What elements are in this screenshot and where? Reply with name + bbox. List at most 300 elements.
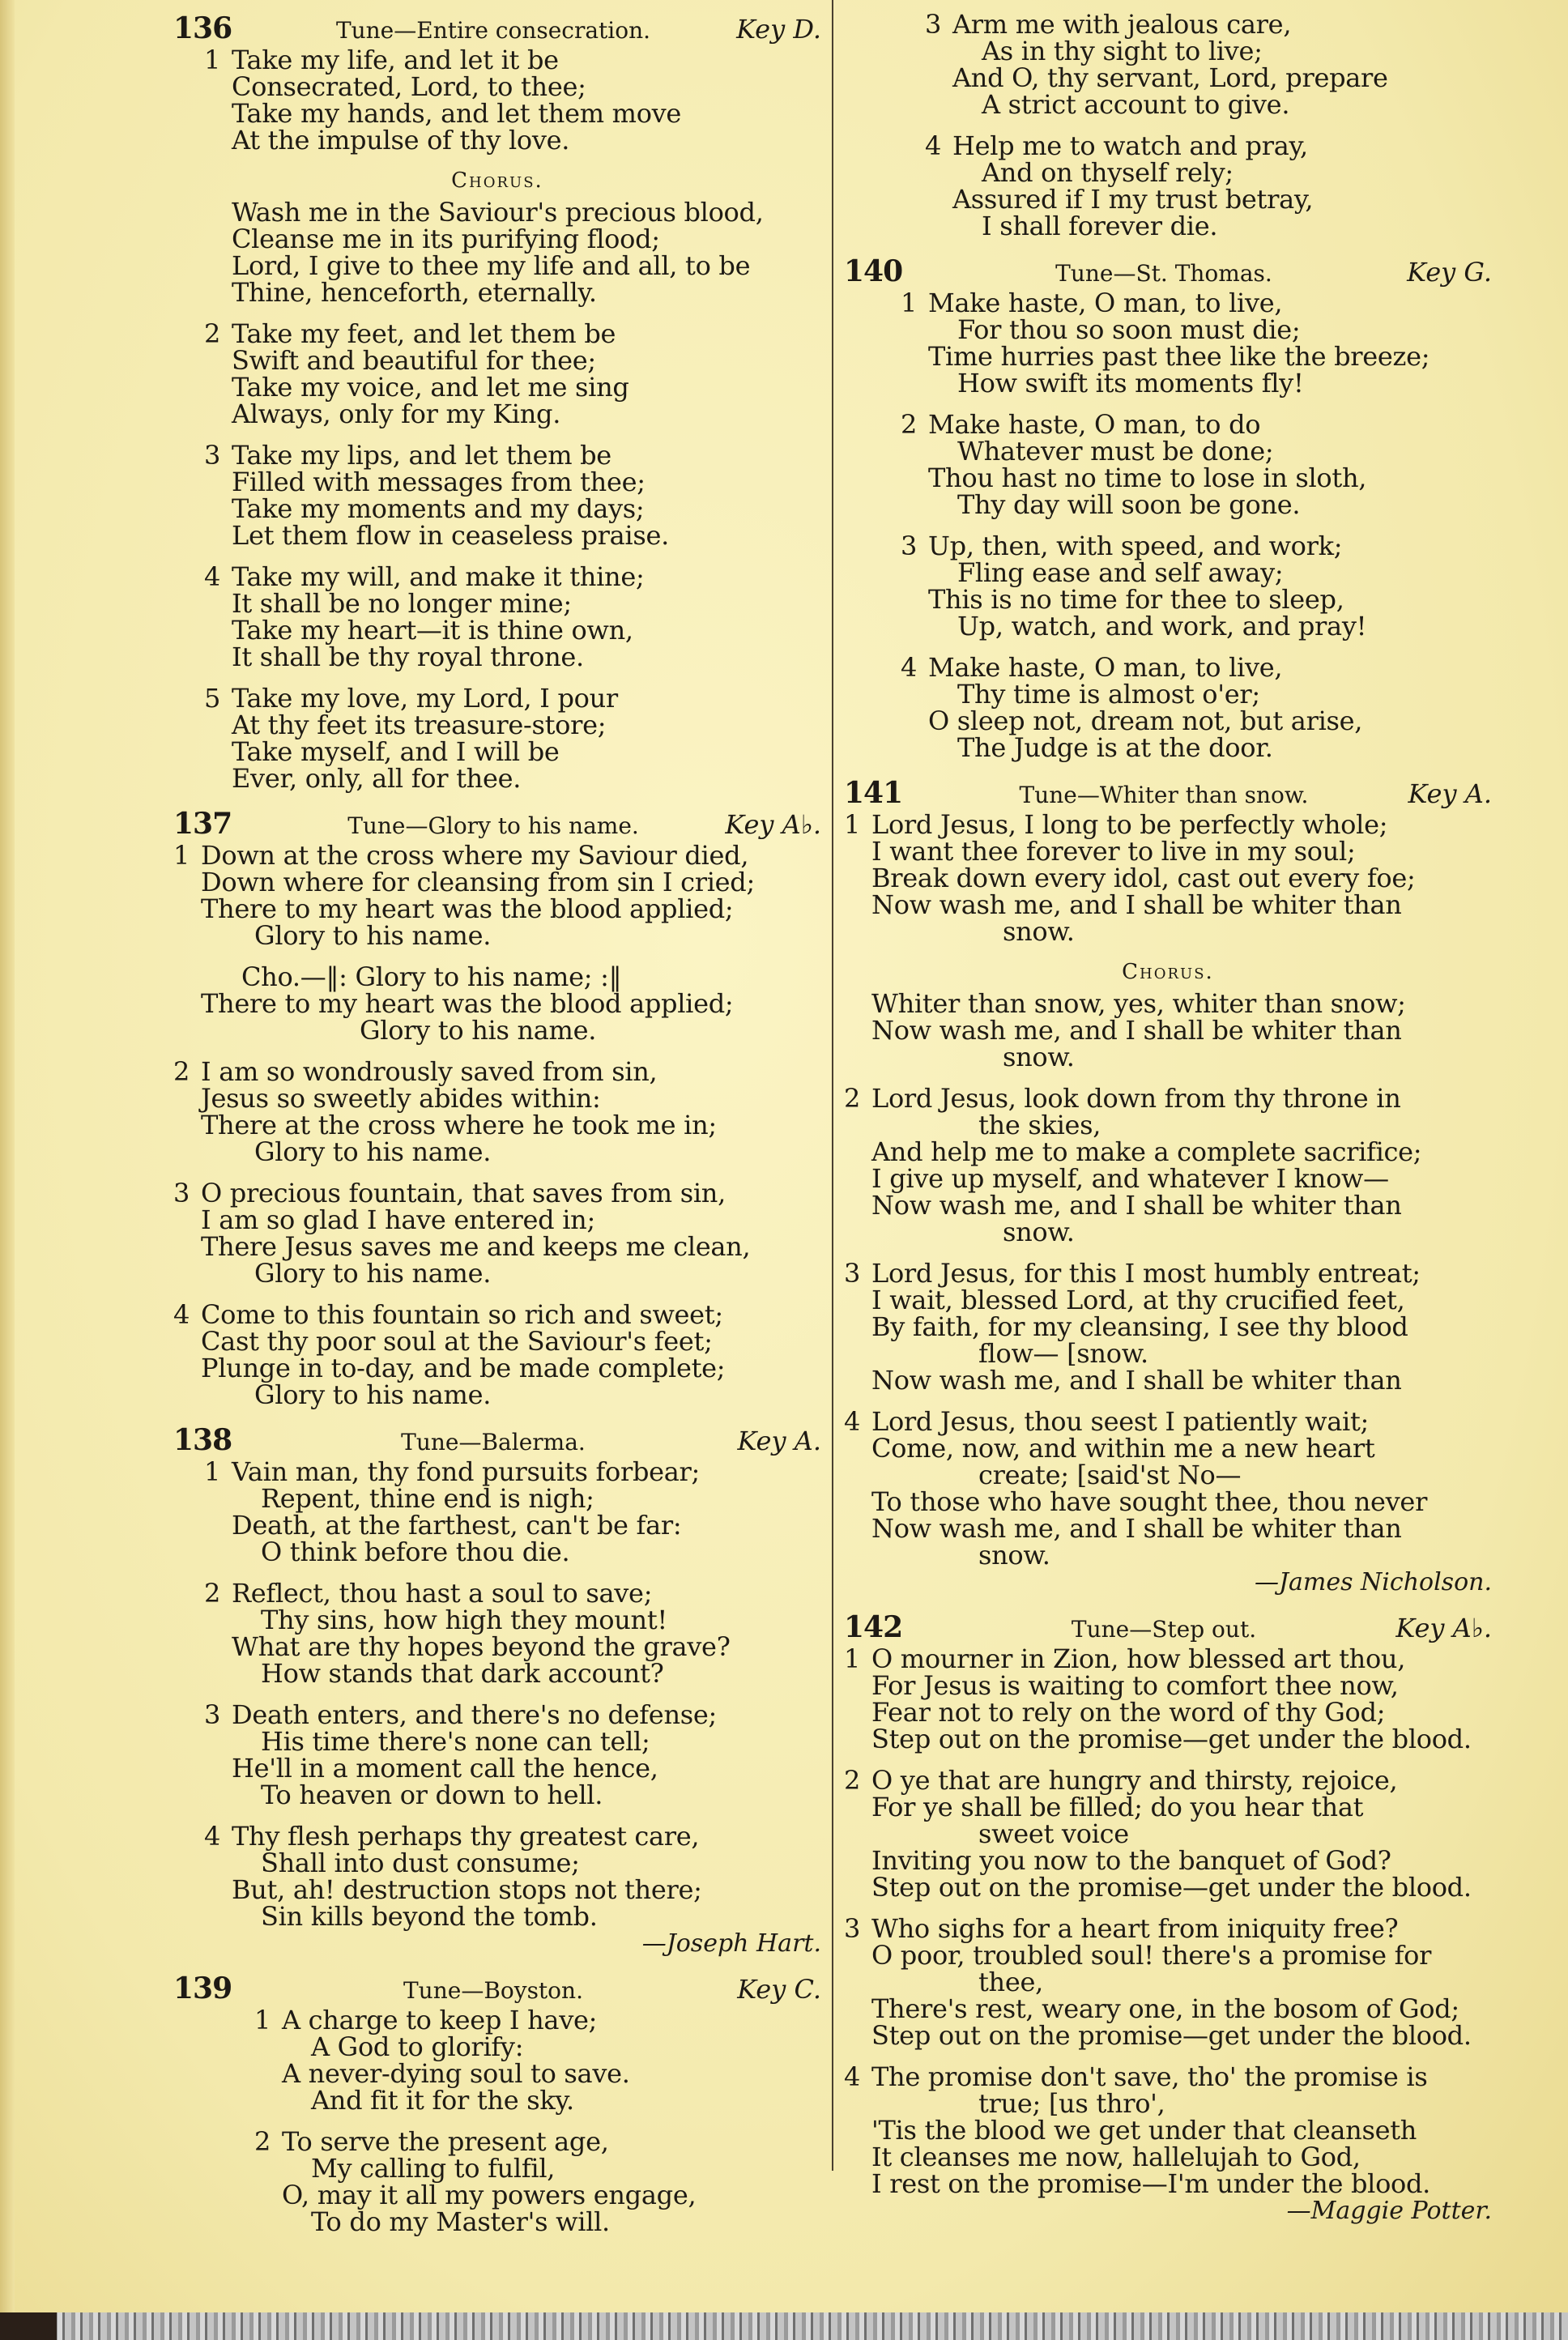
verse-line	[901, 654, 1492, 681]
line-text: Lord Jesus, for this I most humbly entreat;	[871, 1258, 1421, 1289]
verse-line	[173, 1355, 821, 1382]
verse-line	[844, 1163, 1492, 1194]
line-text: Filled with messages from thee;	[232, 467, 646, 497]
line-text: snow.	[1003, 916, 1075, 947]
verse-line	[173, 1328, 821, 1355]
line-text: A charge to keep I have;	[282, 2005, 598, 2035]
line-text: A never-dying soul to save.	[282, 2058, 630, 2089]
verse-line	[173, 1085, 821, 1112]
line-text: This is no time for thee to sleep,	[928, 584, 1344, 615]
hymn-header	[844, 254, 1492, 290]
line-text: And fit it for the sky.	[311, 2085, 574, 2116]
line-text: I want thee forever to live in my soul;	[871, 836, 1356, 867]
line-text: Take my lips, and let them be	[232, 440, 611, 471]
verse-line	[844, 865, 1492, 892]
right-column	[844, 11, 1492, 2239]
line-text: Take my hands, and let them move	[232, 98, 682, 129]
verse-line	[173, 1180, 821, 1207]
verse-number: 2	[204, 318, 221, 349]
verse-line	[204, 469, 821, 496]
line-text: And on thyself rely;	[982, 157, 1234, 188]
verse-line	[844, 2088, 1492, 2119]
verse-line	[844, 1192, 1492, 1219]
hymn-header	[173, 1423, 821, 1459]
line-text: For thou so soon must die;	[957, 314, 1301, 345]
verse-line	[844, 1670, 1492, 1701]
line-text: the skies,	[978, 1110, 1101, 1140]
verse	[844, 11, 1492, 118]
line-text: Thy flesh perhaps thy greatest care,	[232, 1821, 700, 1852]
hymn-number: 140	[844, 254, 903, 288]
line-text: Lord Jesus, thou seest I patiently wait;	[871, 1406, 1370, 1437]
hymn-number: 138	[173, 1423, 232, 1457]
hymn-139	[173, 1971, 821, 2236]
verse-line	[254, 2031, 821, 2062]
hymn-number: 141	[844, 776, 903, 810]
verse-line	[901, 613, 1492, 640]
verse-line	[204, 1903, 821, 1930]
line-text: O think before thou die.	[261, 1537, 570, 1567]
verse-line	[844, 1699, 1492, 1726]
tune-name: Tune—Whiter than snow.	[1019, 782, 1309, 808]
verse-number: 2	[173, 1056, 190, 1087]
verse-number: 1	[844, 1643, 861, 1674]
hymn-136	[173, 11, 821, 792]
line-text: Take my moments and my days;	[232, 493, 645, 524]
verse	[173, 1823, 821, 1957]
verse-line	[901, 732, 1492, 763]
verse-line	[901, 438, 1492, 465]
verse-number: 5	[204, 683, 221, 714]
line-text: Whatever must be done;	[957, 436, 1274, 467]
verse-line	[844, 1874, 1492, 1901]
verse	[173, 199, 821, 306]
hymn-author: —Maggie Potter.	[1286, 2197, 1492, 2225]
line-text: Shall into dust consume;	[261, 1848, 580, 1878]
verse-line	[844, 1136, 1492, 1167]
verse-line	[901, 489, 1492, 520]
line-text: There to my heart was the blood applied;	[201, 988, 734, 1019]
verse-number: 2	[844, 1765, 861, 1796]
line-text: Thy sins, how high they mount!	[261, 1605, 667, 1635]
verse-line	[204, 442, 821, 469]
verse-line	[844, 1340, 1492, 1367]
verse-number: 3	[901, 531, 918, 561]
verse-line	[901, 705, 1492, 736]
verse-line	[204, 1728, 821, 1755]
verse-line	[204, 250, 821, 281]
verse	[844, 809, 1492, 947]
verse	[173, 685, 821, 792]
verse-line	[204, 127, 821, 154]
verse	[173, 1580, 821, 1687]
verse-line	[204, 71, 821, 102]
verse-line	[204, 641, 821, 672]
verse	[173, 842, 821, 949]
line-text: Repent, thine end is nigh;	[261, 1483, 594, 1514]
verse-number: 1	[204, 1456, 221, 1487]
chorus-label: Chorus.	[1122, 960, 1214, 984]
verse-line	[844, 916, 1492, 947]
verse-line	[204, 318, 821, 349]
verse-line	[254, 2206, 821, 2237]
verse-line	[204, 1850, 821, 1877]
line-text: Arm me with jealous care,	[952, 9, 1292, 40]
verse	[173, 47, 821, 154]
verse	[173, 2126, 821, 2237]
verse-line	[204, 685, 821, 712]
hymn-140	[844, 254, 1492, 761]
line-text: Assured if I my trust betray,	[952, 184, 1314, 215]
hymn-key: Key A.	[1408, 778, 1492, 809]
verse-line	[204, 47, 821, 74]
verse	[844, 1085, 1492, 1246]
verse-line	[844, 2168, 1492, 2199]
verse-number: 3	[844, 1913, 861, 1944]
hymn-key: Key G.	[1407, 257, 1492, 288]
verse-line	[901, 586, 1492, 613]
line-text: He'll in a moment call the hence,	[232, 1753, 658, 1784]
hymn-key: Key A♭.	[725, 809, 821, 840]
verse-line	[173, 1136, 821, 1167]
verse-line	[925, 213, 1492, 240]
hymn-header	[173, 1971, 821, 2007]
verse-line	[204, 279, 821, 306]
verse-line	[204, 617, 821, 644]
line-text: At thy feet its treasure-store;	[232, 710, 607, 740]
verse	[844, 1767, 1492, 1901]
verse-line	[844, 1515, 1492, 1542]
line-text: 'Tis the blood we get under that cleanseth	[871, 2115, 1417, 2146]
line-text: Step out on the promise—get under the blood.	[871, 1724, 1472, 1754]
verse	[844, 290, 1492, 397]
hymn-142	[844, 1610, 1492, 2224]
line-text: Let them flow in ceaseless praise.	[232, 520, 669, 551]
hymn-header	[173, 11, 821, 47]
line-text: What are thy hopes beyond the grave?	[232, 1631, 731, 1662]
verse	[844, 654, 1492, 761]
line-text: For Jesus is waiting to comfort thee now,	[871, 1670, 1399, 1701]
line-text: Up, then, with speed, and work;	[928, 531, 1343, 561]
line-text: A strict account to give.	[982, 89, 1290, 120]
verse-line	[901, 533, 1492, 560]
verse-line	[204, 226, 821, 253]
verse-line	[901, 557, 1492, 588]
line-text: Glory to his name.	[254, 920, 492, 951]
verse-line	[844, 1112, 1492, 1139]
hymn-author: —Joseph Hart.	[641, 1929, 821, 1958]
verse-line	[844, 1367, 1492, 1394]
verse-number: 3	[925, 9, 942, 40]
verse-line	[844, 1818, 1492, 1849]
verse-number: 2	[254, 2126, 271, 2157]
line-text: Glory to his name.	[254, 1379, 492, 1410]
verse-line	[204, 522, 821, 549]
line-text: O precious fountain, that saves from sin,	[201, 1178, 726, 1208]
verse	[844, 2061, 1492, 2225]
line-text: Come, now, and within me a new heart	[871, 1433, 1375, 1464]
line-text: And O, thy servant, Lord, prepare	[952, 62, 1388, 93]
line-text: Take my will, and make it thine;	[232, 561, 645, 592]
verse	[173, 442, 821, 549]
line-text: Cleanse me in its purifying flood;	[232, 224, 660, 254]
line-text: Step out on the promise—get under the blood.	[871, 1872, 1472, 1903]
verse-line	[173, 1017, 821, 1044]
verse-line	[844, 2144, 1492, 2171]
verse-line	[844, 1993, 1492, 2024]
hymn-137	[173, 807, 821, 1409]
column-divider	[832, 0, 833, 2171]
verse-line	[901, 462, 1492, 493]
line-text: Glory to his name.	[360, 1015, 597, 1046]
line-text: How stands that dark account?	[261, 1658, 664, 1689]
verse-line	[204, 401, 821, 428]
verse-line	[254, 2155, 821, 2182]
verse-number: 4	[844, 1406, 861, 1437]
verse-line	[173, 920, 821, 951]
verse	[173, 1699, 821, 1810]
verse-line	[844, 1942, 1492, 1969]
verse-line	[204, 374, 821, 401]
line-text: O, may it all my powers engage,	[282, 2180, 697, 2210]
verse-number: 1	[254, 2005, 271, 2035]
verse-line	[173, 1056, 821, 1087]
line-text: Whiter than snow, yes, whiter than snow;	[871, 988, 1406, 1019]
verse-line	[204, 199, 821, 226]
line-text: The promise don't save, tho' the promise is	[871, 2061, 1428, 2092]
verse-line	[844, 1287, 1492, 1314]
verse-line	[204, 1660, 821, 1687]
verse-line	[844, 2022, 1492, 2049]
line-text: I give up myself, and whatever I know—	[871, 1163, 1389, 1194]
verse-line	[204, 1782, 821, 1809]
verse-number: 2	[844, 1083, 861, 1114]
line-text: Fear not to rely on the word of thy God;	[871, 1697, 1386, 1728]
verse-line	[844, 1260, 1492, 1287]
line-text: Death enters, and there's no defense;	[232, 1699, 717, 1730]
verse-line	[204, 1607, 821, 1634]
line-text: As in thy sight to live;	[982, 36, 1263, 66]
line-text: Make haste, O man, to do	[928, 409, 1261, 440]
line-text: true; [us thro',	[978, 2088, 1165, 2119]
hymn-number: 137	[173, 807, 232, 841]
verse-line	[173, 988, 821, 1019]
line-text: Lord, I give to thee my life and all, to be	[232, 250, 751, 281]
verse-line	[844, 889, 1492, 920]
verse	[173, 1056, 821, 1167]
line-text: To those who have sought thee, thou never	[871, 1486, 1428, 1517]
line-text: snow.	[1003, 1042, 1075, 1072]
verse-line	[844, 809, 1492, 840]
verse-number: 4	[844, 2061, 861, 2092]
verse-line	[925, 11, 1492, 38]
line-text: By faith, for my cleansing, I see thy blood	[871, 1311, 1408, 1342]
line-text: For ye shall be filled; do you hear that	[871, 1792, 1364, 1822]
left-column	[173, 11, 821, 2250]
line-text: Take my feet, and let them be	[232, 318, 616, 349]
verse-line	[204, 1755, 821, 1782]
hymn-number: 139	[173, 1971, 232, 2005]
line-text: Now wash me, and I shall be whiter than	[871, 889, 1402, 920]
verse-number: 2	[901, 409, 918, 440]
verse	[173, 1299, 821, 1410]
verse-line	[844, 1542, 1492, 1569]
verse-line	[925, 89, 1492, 120]
verse-line	[925, 62, 1492, 93]
verse	[844, 1260, 1492, 1394]
verse-line	[204, 1485, 821, 1512]
line-text: sweet voice	[978, 1818, 1129, 1849]
verse	[173, 961, 821, 1046]
verse-line	[901, 343, 1492, 370]
line-text: Step out on the promise—get under the blood.	[871, 2020, 1472, 2051]
verse-number: 4	[901, 652, 918, 683]
line-text: To do my Master's will.	[311, 2206, 610, 2237]
verse-line	[901, 681, 1492, 708]
verse-line	[844, 988, 1492, 1019]
line-text: How swift its moments fly!	[957, 368, 1304, 399]
line-text: Vain man, thy fond pursuits forbear;	[232, 1456, 701, 1487]
line-text: And help me to make a complete sacrifice;	[871, 1136, 1422, 1167]
verse	[844, 1406, 1492, 1596]
verse-line	[844, 1406, 1492, 1437]
hymn-number: 142	[844, 1610, 903, 1644]
verse-line	[844, 1794, 1492, 1821]
verse	[844, 411, 1492, 518]
line-text: I shall forever die.	[982, 211, 1218, 241]
line-text: Thy time is almost o'er;	[957, 679, 1260, 710]
hymn-header	[844, 776, 1492, 812]
line-text: thee,	[978, 1967, 1044, 1997]
line-text: O poor, troubled soul! there's a promise for	[871, 1940, 1432, 1971]
verse-line	[844, 1913, 1492, 1944]
line-text: The Judge is at the door.	[957, 732, 1273, 763]
hymn-141	[844, 776, 1492, 1596]
line-text: flow— [snow.	[978, 1338, 1148, 1369]
tune-name: Tune—St. Thomas.	[1055, 260, 1272, 287]
line-text: Death, at the farthest, can't be far:	[232, 1510, 682, 1541]
scan-edge-strip	[0, 2312, 1568, 2340]
verse-line	[254, 2007, 821, 2034]
line-text: Swift and beautiful for thee;	[232, 345, 596, 376]
line-text: snow.	[1003, 1217, 1075, 1247]
line-text: Now wash me, and I shall be whiter than	[871, 1365, 1402, 1396]
line-text: To serve the present age,	[282, 2126, 609, 2157]
hymn-138	[173, 1423, 821, 1957]
verse-line	[844, 838, 1492, 865]
line-text: O ye that are hungry and thirsty, rejoice,	[871, 1765, 1398, 1796]
line-text: Up, watch, and work, and pray!	[957, 611, 1367, 641]
verse-line	[204, 1539, 821, 1566]
verse-line	[844, 1311, 1492, 1342]
verse-line	[204, 590, 821, 617]
verse	[844, 130, 1492, 241]
verse-line	[925, 186, 1492, 213]
hymn-header	[844, 1610, 1492, 1646]
verse-line	[204, 1456, 821, 1487]
verse	[844, 533, 1492, 640]
line-text: Thine, henceforth, eternally.	[232, 277, 597, 308]
line-text: There's rest, weary one, in the bosom of God;	[871, 1993, 1459, 2024]
verse-line	[901, 314, 1492, 345]
verse-line	[204, 1874, 821, 1905]
line-text: Fling ease and self away;	[957, 557, 1284, 588]
tune-name: Tune—Boyston.	[403, 1977, 583, 2004]
verse-line	[173, 1112, 821, 1139]
line-text: Glory to his name.	[254, 1258, 492, 1289]
verse-line	[844, 1085, 1492, 1112]
line-text: Help me to watch and pray,	[952, 130, 1308, 161]
verse	[173, 561, 821, 672]
verse-line	[204, 1699, 821, 1730]
line-text: There Jesus saves me and keeps me clean,	[201, 1231, 751, 1262]
line-text: I rest on the promise—I'm under the blood.	[871, 2168, 1431, 2199]
tune-name: Tune—Step out.	[1071, 1616, 1257, 1643]
verse-line	[844, 1486, 1492, 1517]
verse-number: 4	[204, 561, 221, 592]
line-text: Consecrated, Lord, to thee;	[232, 71, 586, 102]
hymn-key: Key A.	[737, 1426, 821, 1456]
line-text: Ever, only, all for thee.	[232, 763, 522, 794]
verse-line	[204, 347, 821, 374]
verse-line	[173, 1231, 821, 1262]
hymn-header	[173, 807, 821, 842]
verse-line	[204, 561, 821, 592]
verse	[173, 1180, 821, 1287]
verse-line	[844, 2061, 1492, 2092]
hymn-key: Key C.	[737, 1974, 821, 2005]
line-text: O sleep not, dream not, but arise,	[928, 705, 1363, 736]
verse-line	[844, 1767, 1492, 1794]
verse-line	[844, 1845, 1492, 1876]
line-text: Cast thy poor soul at the Saviour's feet;	[201, 1326, 713, 1357]
line-text: Now wash me, and I shall be whiter than	[871, 1513, 1402, 1544]
line-text: Make haste, O man, to live,	[928, 652, 1283, 683]
verse	[844, 1913, 1492, 2051]
verse-line	[901, 411, 1492, 438]
line-text: At the impulse of thy love.	[232, 125, 570, 156]
verse-line	[254, 2182, 821, 2209]
tune-name: Tune—Glory to his name.	[347, 812, 639, 839]
line-text: Thou hast no time to lose in sloth,	[928, 462, 1367, 493]
verse-line	[254, 2058, 821, 2089]
verse-line	[844, 1017, 1492, 1044]
line-text: My calling to fulfil,	[311, 2153, 556, 2184]
verse-number: 3	[173, 1178, 190, 1208]
verse-line	[844, 1643, 1492, 1674]
line-text: Make haste, O man, to live,	[928, 288, 1283, 318]
line-text: There at the cross where he took me in;	[201, 1110, 717, 1140]
verse-line	[173, 1204, 821, 1235]
verse-line	[254, 2087, 821, 2114]
verse-line	[204, 493, 821, 524]
line-text: create; [said'st No—	[978, 1460, 1242, 1490]
line-text: It shall be thy royal throne.	[232, 641, 584, 672]
chorus-label: Chorus.	[451, 168, 543, 193]
line-text: Sin kills beyond the tomb.	[261, 1901, 598, 1932]
page-edge	[0, 0, 15, 2340]
line-text: Down at the cross where my Saviour died,	[201, 840, 749, 871]
line-text: Reflect, thou hast a soul to save;	[232, 1578, 653, 1609]
verse-line	[204, 1823, 821, 1850]
verse-line	[173, 893, 821, 924]
verse-number: 3	[204, 440, 221, 471]
hymn-author: —James Nicholson.	[1255, 1568, 1492, 1596]
verse-line	[844, 1462, 1492, 1489]
hymn-number: 136	[173, 11, 232, 45]
verse-line	[173, 869, 821, 896]
verse-number: 1	[844, 809, 861, 840]
